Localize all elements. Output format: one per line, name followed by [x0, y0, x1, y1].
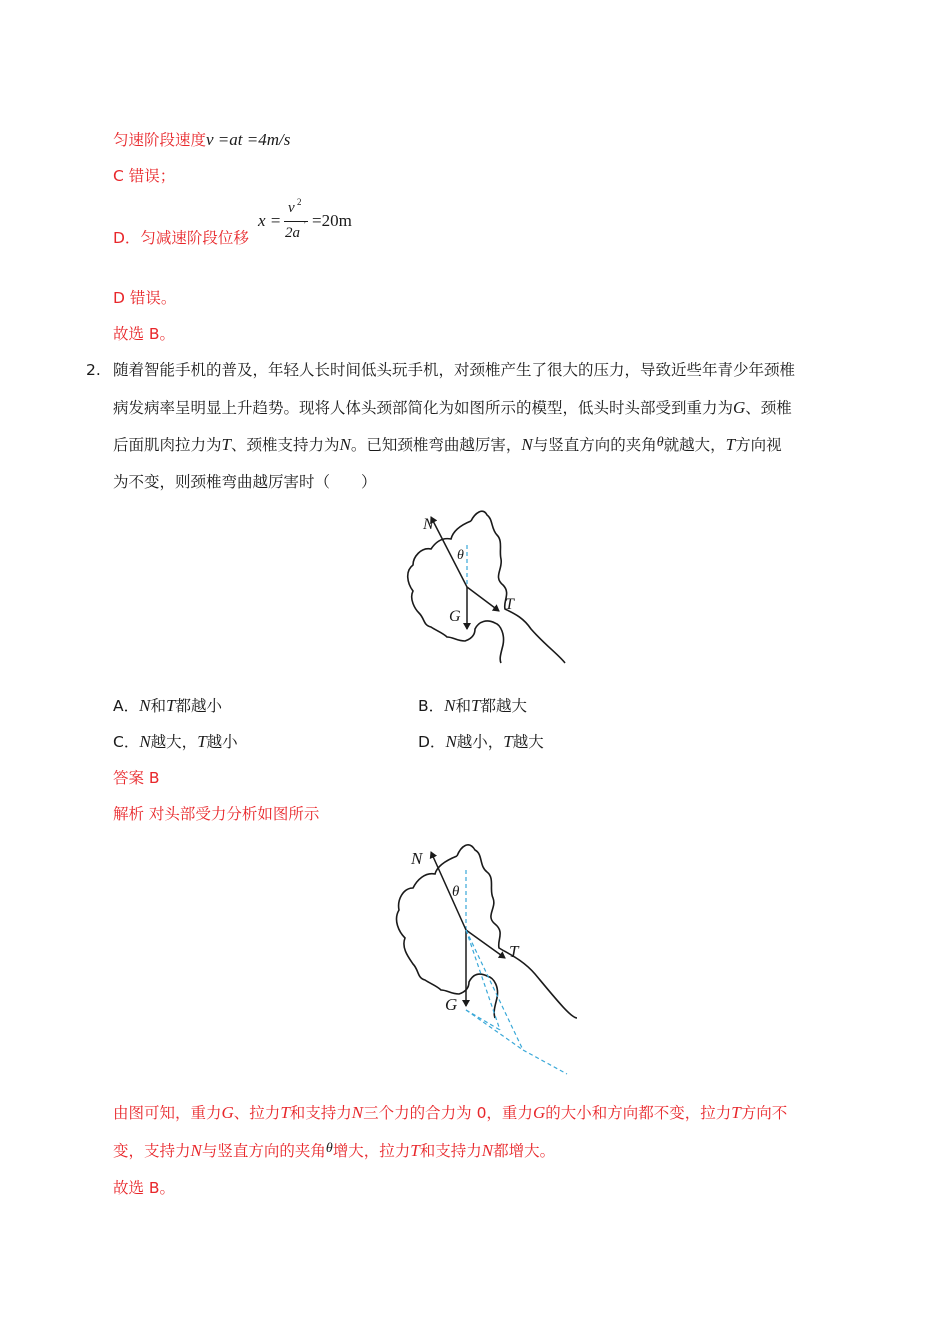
explain-line-1 [113, 1102, 787, 1124]
explain-1-4: 和支持力 [289, 1104, 352, 1122]
answer-line: 答案 B [113, 769, 160, 787]
symbol-theta: θ [656, 435, 664, 450]
uniform-speed-line [113, 129, 290, 151]
option-c-t: T [197, 732, 207, 751]
explain-2-n2: N [481, 1141, 494, 1160]
option-a[interactable] [113, 695, 222, 717]
explain-2-6: 和支持力 [419, 1142, 482, 1160]
uniform-speed-label: 匀速阶段速度 [113, 131, 207, 149]
option-d-t: T [503, 732, 513, 751]
d-wrong-line: D 错误。 [113, 289, 177, 307]
option-c-suffix: 越小 [206, 733, 238, 751]
question-sep-4: 与竖直方向的夹角 [532, 436, 657, 454]
question-sep-3: 。已知颈椎弯曲越厉害， [350, 436, 522, 454]
explain-1-t: T [280, 1103, 290, 1122]
symbol-g: G [733, 398, 746, 417]
question-line-1: 随着智能手机的普及，年轻人长时间低头玩手机，对颈椎产生了很大的压力，导致近些年青少年颈椎 [113, 361, 796, 379]
explain-2-0: 变，支持力 [113, 1142, 191, 1160]
option-d-n: N [445, 732, 457, 751]
d-numerator: v [288, 200, 295, 216]
symbol-n-2: N [521, 435, 533, 454]
option-d-mid: 越小， [456, 733, 504, 751]
d-denominator: 2a [285, 225, 300, 241]
fig1-g-label: G [449, 608, 461, 625]
t-arrow [467, 587, 499, 611]
option-c-n: N [139, 732, 151, 751]
option-d-prefix: D． [418, 733, 446, 751]
uniform-speed-formula: v =at =4m/s [206, 130, 291, 149]
fig2-n-label: N [411, 849, 423, 868]
fig1-n-label: N [423, 516, 434, 533]
explain-1-0: 由图可知，重力 [113, 1104, 222, 1122]
explain-1-g2: G [532, 1103, 546, 1122]
option-a-mid: 和 [150, 697, 166, 715]
analysis-line: 解析 对头部受力分析如图所示 [113, 805, 320, 823]
symbol-t: T [221, 435, 231, 454]
option-c-prefix: C． [113, 733, 140, 751]
explain-1-g: G [221, 1103, 234, 1122]
explain-1-6: 三个力的合力为 0，重力 [363, 1104, 533, 1122]
fig2-g-label: G [445, 995, 458, 1014]
option-d-suffix: 越大 [512, 733, 544, 751]
explain-1-10: 方向不 [740, 1104, 788, 1122]
fig1-theta-label: θ [457, 548, 464, 563]
question-sep-2: 、颈椎支持力为 [230, 436, 340, 454]
fig2-t-label: T [509, 942, 519, 961]
option-b-mid: 和 [455, 697, 471, 715]
d-label: D．匀减速阶段位移 [113, 229, 249, 247]
fig1-t-label: T [505, 596, 514, 613]
option-d[interactable] [418, 731, 544, 753]
explain-2-theta: θ [325, 1141, 333, 1156]
d-x-symbol: x = [258, 211, 282, 230]
question-line-3-text: 后面肌肉拉力为 [113, 436, 222, 454]
explain-line-2 [113, 1140, 555, 1164]
d-denominator-prime: ′ [304, 220, 307, 231]
question-line-3 [113, 434, 782, 458]
option-a-suffix: 都越小 [175, 697, 222, 715]
prev-choose-line: 故选 B。 [113, 325, 176, 343]
explain-2-t: T [410, 1141, 420, 1160]
question-sep-6: 方向视 [735, 436, 782, 454]
explain-1-2: 、拉力 [233, 1104, 281, 1122]
symbol-t-2: T [725, 435, 736, 454]
option-b-t: T [471, 696, 481, 715]
head-neck-diagram-1 [395, 505, 585, 670]
option-a-prefix: A． [113, 697, 140, 715]
explain-2-8: 都增大。 [493, 1142, 556, 1160]
option-a-t: T [165, 696, 176, 715]
c-wrong-line: C 错误； [113, 167, 176, 185]
head-neck-diagram-2 [395, 838, 585, 1078]
explain-1-t2: T [731, 1103, 741, 1122]
final-choose-line: 故选 B。 [113, 1179, 176, 1197]
d-result: =20m [312, 211, 352, 230]
explain-2-n: N [190, 1141, 202, 1160]
option-a-n: N [139, 696, 151, 715]
explain-2-4: 增大，拉力 [332, 1142, 411, 1160]
option-b-prefix: B． [418, 697, 445, 715]
symbol-n: N [339, 435, 351, 454]
d-numerator-sup: 2 [297, 197, 302, 207]
explain-1-8: 的大小和方向都不变，拉力 [545, 1104, 732, 1122]
option-b[interactable] [418, 695, 527, 717]
explain-1-n: N [351, 1103, 364, 1122]
question-sep-5: 就越大， [663, 436, 726, 454]
dash-extension [523, 1050, 567, 1074]
head-outline [408, 511, 565, 663]
option-b-n: N [444, 696, 456, 715]
option-b-suffix: 都越大 [480, 697, 527, 715]
question-sep-1: 、颈椎 [745, 399, 792, 417]
question-line-2 [113, 397, 792, 419]
option-c-mid: 越大， [150, 733, 198, 751]
question-line-2-text: 病发病率呈明显上升趋势。现将人体头颈部简化为如图所示的模型，低头时头部受到重力为 [113, 399, 734, 417]
option-c[interactable] [113, 731, 238, 753]
question-line-4: 为不变，则颈椎弯曲越厉害时（ ） [113, 473, 377, 491]
explain-2-2: 与竖直方向的夹角 [201, 1142, 326, 1160]
n-arrow-2 [431, 852, 466, 930]
question-number: 2. [86, 361, 101, 379]
fig2-theta-label: θ [452, 884, 460, 900]
